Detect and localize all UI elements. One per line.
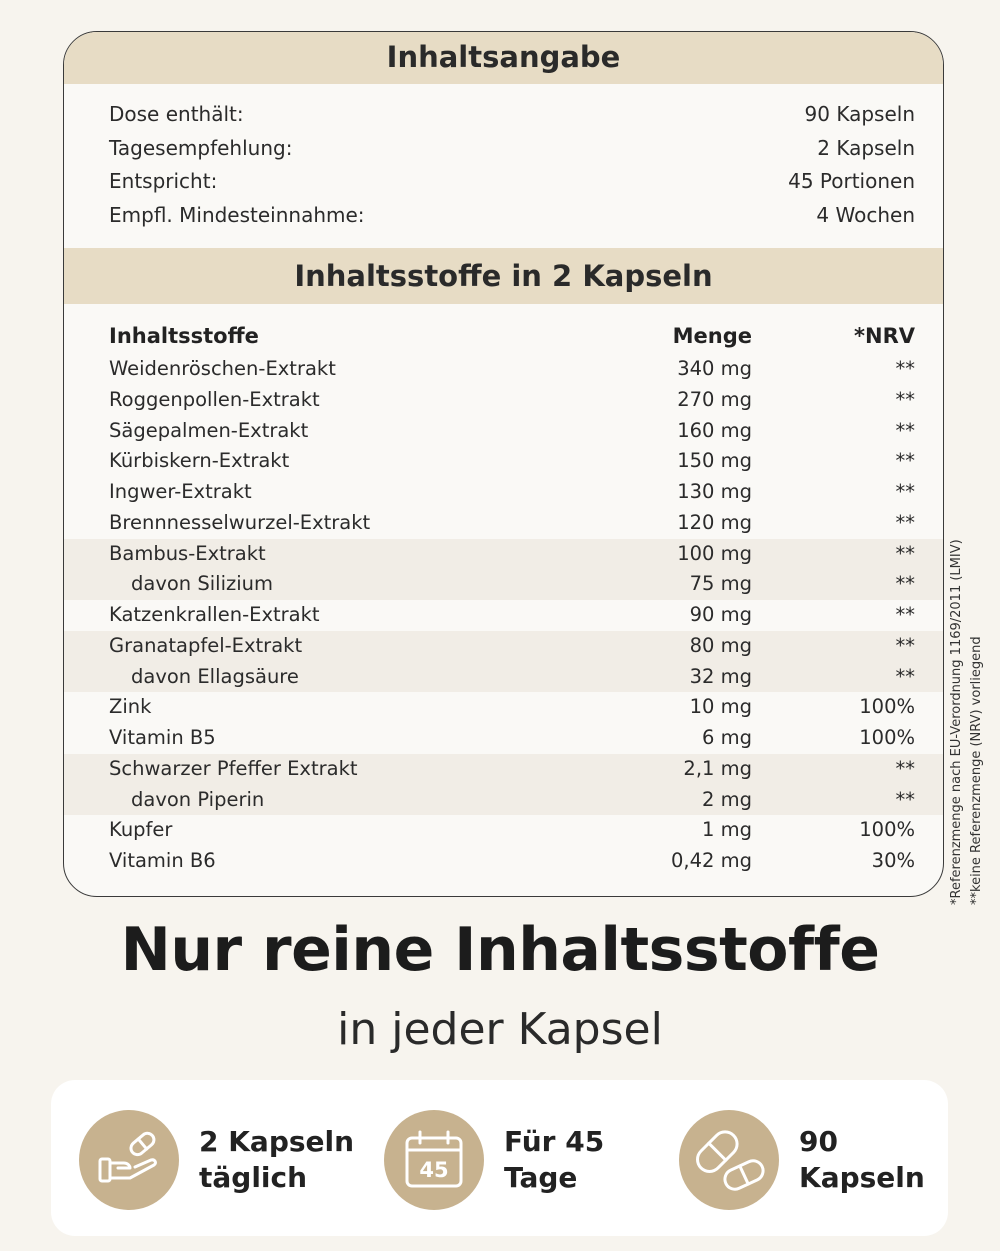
ingredient-nrv: 100% — [859, 695, 915, 719]
ingredient-name: davon Ellagsäure — [131, 664, 299, 688]
ingredient-name: Kürbiskern-Extrakt — [109, 449, 290, 473]
feature-line: Tage — [504, 1161, 578, 1194]
ingredient-amount: 75 mg — [689, 572, 752, 596]
table-row — [64, 785, 943, 816]
column-header-amount: Menge — [672, 324, 752, 348]
ingredient-nrv: 100% — [859, 818, 915, 842]
ingredient-nrv: 30% — [871, 849, 915, 872]
feature-bar — [51, 1080, 948, 1236]
feature-line: Für 45 — [504, 1125, 605, 1158]
ingredient-amount: 340 mg — [677, 357, 752, 380]
feature-line: 90 — [799, 1125, 838, 1158]
table-row — [64, 723, 943, 754]
footnote-no-reference: **keine Referenzmenge (NRV) vorliegend — [969, 636, 984, 905]
summary-row — [109, 165, 915, 199]
ingredient-amount: 160 mg — [677, 418, 752, 442]
ingredient-name: Kupfer — [109, 818, 173, 842]
ingredient-amount: 90 mg — [689, 603, 752, 626]
ingredient-nrv: ** — [895, 449, 915, 473]
table-row — [64, 692, 943, 723]
ingredient-nrv: ** — [895, 572, 915, 596]
section-title-ingredients: Inhaltsstoffe in 2 Kapseln — [64, 248, 943, 304]
ingredient-name: Weidenröschen-Extrakt — [109, 357, 336, 380]
table-row — [64, 754, 943, 785]
table-row — [64, 600, 943, 631]
column-header-nrv: *NRV — [854, 324, 915, 348]
column-header-name: Inhaltsstoffe — [109, 324, 259, 348]
table-row — [64, 846, 943, 877]
ingredient-amount: 10 mg — [689, 695, 752, 719]
ingredient-amount: 2 mg — [702, 787, 752, 811]
ingredients-table — [64, 318, 943, 877]
summary-label: Entspricht: — [109, 169, 218, 193]
headline: Nur reine Inhaltsstoffe — [120, 915, 880, 985]
ingredient-nrv: ** — [895, 480, 915, 503]
ingredient-nrv: ** — [895, 387, 915, 411]
ingredient-amount: 150 mg — [677, 449, 752, 473]
ingredient-nrv: ** — [895, 787, 915, 811]
ingredient-amount: 0,42 mg — [671, 849, 752, 872]
summary-row — [109, 132, 915, 166]
summary-row — [109, 199, 915, 233]
table-header — [64, 318, 943, 354]
subheadline: in jeder Kapsel — [337, 1004, 663, 1055]
table-row — [64, 416, 943, 447]
summary-label: Dose enthält: — [109, 102, 244, 126]
ingredient-nrv: ** — [895, 541, 915, 565]
ingredient-amount: 1 mg — [702, 818, 752, 842]
summary-label: Empfl. Mindesteinnahme: — [109, 202, 365, 227]
ingredient-amount: 100 mg — [677, 541, 752, 565]
summary-value: 90 Kapseln — [804, 102, 915, 126]
section-title-contents: Inhaltsangabe — [64, 32, 943, 84]
ingredient-nrv: ** — [895, 357, 915, 380]
ingredient-amount: 120 mg — [677, 510, 752, 534]
ingredient-nrv: ** — [895, 664, 915, 688]
feature-daily-dose — [79, 1110, 354, 1210]
ingredient-name: Schwarzer Pfeffer Extrakt — [109, 756, 358, 780]
feature-line: 2 Kapseln — [199, 1125, 355, 1158]
table-row — [64, 477, 943, 508]
summary-value: 2 Kapseln — [817, 135, 915, 160]
footnotes — [945, 460, 1000, 905]
feature-count — [679, 1110, 925, 1210]
ingredient-name: davon Piperin — [131, 787, 265, 811]
ingredient-nrv: ** — [895, 756, 915, 780]
ingredient-amount: 80 mg — [689, 633, 752, 657]
ingredient-amount: 2,1 mg — [683, 756, 752, 780]
summary-value: 4 Wochen — [816, 202, 915, 227]
ingredient-name: Ingwer-Extrakt — [109, 480, 252, 503]
feature-line: täglich — [199, 1161, 308, 1194]
ingredient-name: Katzenkrallen-Extrakt — [109, 603, 320, 626]
table-row — [64, 508, 943, 539]
ingredient-name: Brennnesselwurzel-Extrakt — [109, 510, 371, 534]
ingredient-nrv: ** — [895, 603, 915, 626]
table-row — [64, 446, 943, 477]
ingredient-name: Zink — [109, 695, 152, 719]
ingredient-amount: 130 mg — [677, 480, 752, 503]
ingredient-amount: 6 mg — [702, 726, 752, 749]
summary-value: 45 Portionen — [788, 169, 915, 193]
ingredient-name: Vitamin B5 — [109, 726, 216, 749]
ingredient-amount: 32 mg — [689, 664, 752, 688]
feature-duration — [384, 1110, 604, 1210]
footnote-nrv: *Referenzmenge nach EU-Verordnung 1169/2011 (LMIV) — [949, 539, 964, 905]
ingredient-nrv: 100% — [859, 726, 915, 749]
ingredient-nrv: ** — [895, 418, 915, 442]
ingredient-name: davon Silizium — [131, 572, 273, 596]
summary-row — [109, 98, 915, 132]
ingredient-name: Granatapfel-Extrakt — [109, 633, 303, 657]
summary-label: Tagesempfehlung: — [109, 135, 293, 160]
table-row — [64, 569, 943, 600]
table-row — [64, 354, 943, 385]
calendar-number: 45 — [419, 1158, 449, 1182]
ingredient-name: Sägepalmen-Extrakt — [109, 418, 309, 442]
ingredient-name: Roggenpollen-Extrakt — [109, 387, 320, 411]
summary-list — [109, 98, 915, 232]
table-row — [64, 815, 943, 846]
capsules-icon — [679, 1110, 779, 1210]
nutrition-card — [63, 31, 944, 897]
ingredient-amount: 270 mg — [677, 387, 752, 411]
ingredient-name: Vitamin B6 — [109, 849, 216, 872]
calendar-icon — [384, 1110, 484, 1210]
table-row — [64, 385, 943, 416]
hand-capsule-icon — [79, 1110, 179, 1210]
ingredient-name: Bambus-Extrakt — [109, 541, 266, 565]
ingredient-nrv: ** — [895, 633, 915, 657]
table-row — [64, 539, 943, 570]
feature-line: Kapseln — [799, 1161, 925, 1194]
ingredient-nrv: ** — [895, 510, 915, 534]
table-row — [64, 662, 943, 693]
table-row — [64, 631, 943, 662]
